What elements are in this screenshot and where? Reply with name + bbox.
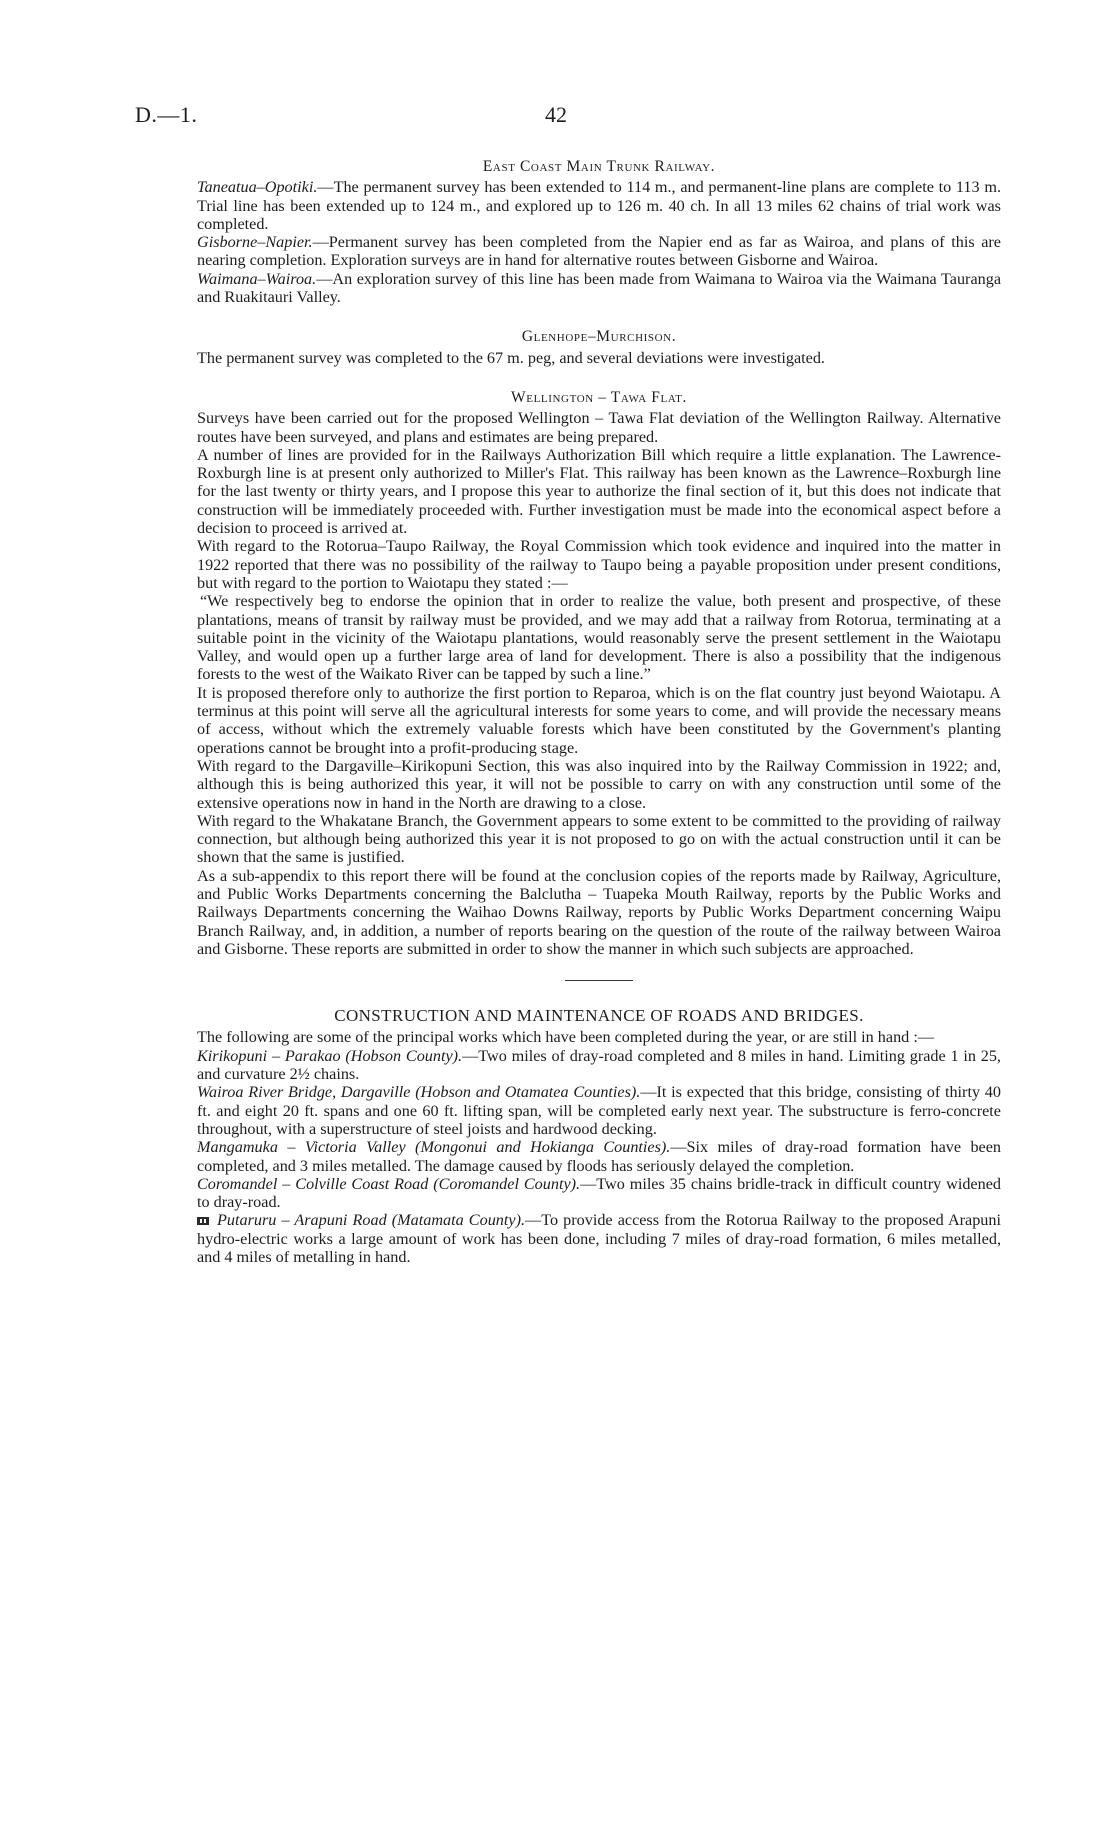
item-mangamuka-victoria-valley [197, 1138, 1001, 1175]
paragraph-title: Taneatua–Opotiki. [197, 178, 318, 197]
item-text: —Two miles of dray-road completed and 8 miles in hand. Limiting grade 1 in 25, and curvature 2½ chains. [197, 1046, 1001, 1084]
commission-quote: “We respectively beg to endorse the opinion that in order to realize the value, both present and prospective, of these plantations, means of transit by railway must be provided, and we may add that a railway from Rotorua, terminating at a suitable point in the vicinity of the Waiotapu plantations, would reasonably serve the present settlement in the Waiotapu Valley, and would open up a further large area of land for development. There is also a possibility that the indigenous forests to the west of the Waikato River can be tapped by such a line.” [197, 592, 1001, 684]
paragraph-reparoa: It is proposed therefore only to authorize the first portion to Reparoa, which is on the flat country just beyond Waiotapu. A terminus at this point will serve all the agricultural interests for some years to come, and will provide the necessary means of access, without which the extremely valuable forests which have been constituted by the Government's planting operations cannot be brought into a profit-producing stage. [197, 683, 1001, 757]
paragraph-whakatane: With regard to the Whakatane Branch, the Government appears to some extent to be committed to the providing of railway connection, but although being authorized this year it is not proposed to go on with the actual construction until it can be shown that the same is justified. [197, 811, 1001, 867]
item-wairoa-river-bridge [197, 1083, 1001, 1138]
section-heading-wellington: Wellington – Tawa Flat. [511, 388, 687, 406]
section-heading-roads: CONSTRUCTION AND MAINTENANCE OF ROADS AND BRIDGES. [334, 1006, 864, 1026]
paragraph-authorization-bill: A number of lines are provided for in the Railways Authorization Bill which require a little explanation. The Lawrence-Roxburgh line is at present only authorized to Miller's Flat. This railway has been known as the Lawrence–Roxburgh line for the last twenty or thirty years, and I propose this year to authorize the final section of it, but this does not indicate that construction will be immediately proceeded with. Further investigation must be made into the economical aspect before a decision to proceed is arrived at. [197, 445, 1001, 538]
item-title: Coromandel – Colville Coast Road (Coromandel County). [197, 1174, 581, 1193]
item-coromandel-colville [197, 1175, 1001, 1212]
paragraph-sub-appendix: As a sub-appendix to this report there will be found at the conclusion copies of the reports made by Railway, Agriculture, and Public Works Departments concerning the Balclutha – Tuapeka Mouth Railway, reports by the Public Works and Railways Departments concerning the Waihao Downs Railway, reports by Public Works Department concerning Waipu Branch Railway, and, in addition, a number of reports bearing on the question of the route of the railway between Wairoa and Gisborne. These reports are submitted in order to show the manner in which such subjects are approached. [197, 866, 1001, 958]
section-divider [565, 980, 633, 981]
item-text: —Six miles of dray-road formation have been completed, and 3 miles metalled. The damage caused by floods has seriously delayed the completion. [197, 1138, 1002, 1175]
item-title: Putaruru – Arapuni Road (Matamata County). [217, 1211, 526, 1230]
paragraph-text: —The permanent survey has been extended to 114 m., and permanent-line plans are complete to 113 m. Trial line has been extended up to 124 m., and explored up to 126 m. 40 ch. In all 13 miles 62 chains of trial work was completed. [197, 178, 1001, 233]
paragraph-taneatua-opotiki [197, 178, 1001, 233]
paragraph-text: —An exploration survey of this line has been made from Waimana to Wairoa via the Waimana Tauranga and Ruakitauri Valley. [197, 269, 1001, 307]
document-reference: D.—1. [135, 102, 198, 127]
item-title: Mangamuka – Victoria Valley (Mongonui and Hokianga Counties). [197, 1138, 671, 1157]
item-text: —To provide access from the Rotorua Railway to the proposed Arapuni hydro-electric works a large amount of work has been done, including 7 miles of dray-road formation, 6 miles metalled, and 4 miles of metalling in hand. [197, 1211, 1001, 1267]
paragraph-dargaville-kirikopuni: With regard to the Dargaville–Kirikopuni Section, this was also inquired into by the Railway Commission in 1922; and, although this is being authorized this year, it will not be possible to carry on with any construction until some of the extensive operations now in hand in the North are drawing to a close. [197, 756, 1001, 812]
paragraph-text: —Permanent survey has been completed from the Napier end as far as Wairoa, and plans of this are nearing completion. Exploration surveys are in hand for alternative routes between Gisborne and Wairoa. [197, 233, 1001, 270]
section-heading-glenhope: Glenhope–Murchison. [521, 328, 677, 346]
section-heading-east-coast: East Coast Main Trunk Railway. [482, 158, 716, 175]
item-title: Kirikopuni – Parakao (Hobson County). [197, 1046, 463, 1065]
item-text: —It is expected that this bridge, consisting of thirty 40 ft. and eight 20 ft. spans and one 60 ft. lifting span, will be completed early next year. The substructure is ferro-concrete throughout, with a superstructure of steel joists and hardwood decking. [197, 1083, 1001, 1138]
item-text: —Two miles 35 chains bridle-track in difficult country widened to dray-road. [197, 1174, 1001, 1212]
item-kirikopuni-parakao [197, 1047, 1001, 1084]
margin-mark-icon [197, 1216, 211, 1226]
page-number: 42 [545, 102, 567, 127]
item-putaruru-arapuni [197, 1211, 1001, 1266]
paragraph-wellington-surveys: Surveys have been carried out for the proposed Wellington – Tawa Flat deviation of the Wellington Railway. Alternative routes have been surveyed, and plans and estimates are being prepared. [197, 409, 1001, 446]
paragraph-title: Waimana–Wairoa. [197, 269, 317, 288]
paragraph-rotorua-taupo: With regard to the Rotorua–Taupo Railway, the Royal Commission which took evidence and inquired into the matter in 1922 reported that there was no possibility of the railway to Taupo being a payable proposition under present conditions, but with regard to the portion to Waiotapu they stated :— [197, 537, 1001, 592]
document-body [197, 158, 1001, 1266]
item-title: Wairoa River Bridge, Dargaville (Hobson and Otamatea Counties). [197, 1083, 641, 1102]
paragraph-gisborne-napier [197, 233, 1001, 270]
paragraph-waimana-wairoa [197, 270, 1001, 307]
paragraph-title: Gisborne–Napier. [197, 233, 313, 252]
paragraph-glenhope: The permanent survey was completed to the 67 m. peg, and several deviations were investigated. [197, 348, 825, 367]
page-header [135, 102, 1015, 132]
paragraph-roads-intro: The following are some of the principal works which have been completed during the year, or are still in hand :— [197, 1028, 935, 1047]
